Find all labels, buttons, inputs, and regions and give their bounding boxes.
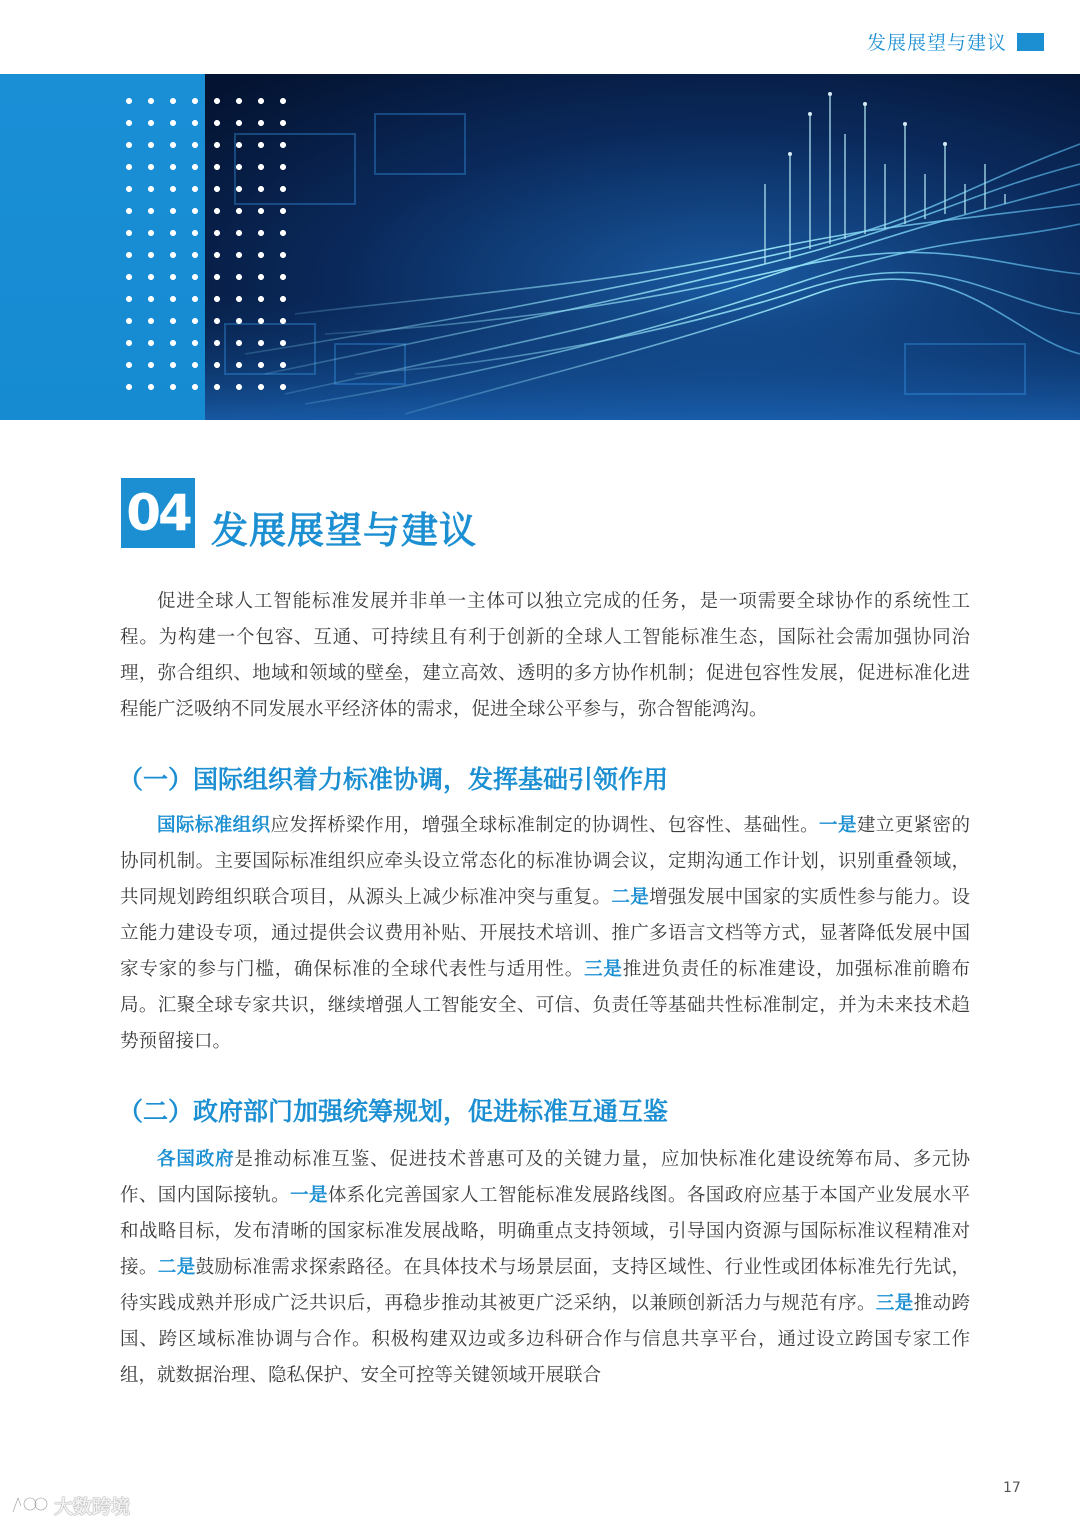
highlight-point-2: 二是 (157, 1257, 196, 1278)
text-run: 应发挥桥梁作用，增强全球标准制定的协调性、包容性、基础性。 (270, 815, 820, 836)
text-run: 体系化完善国家人工智能标准发展路线图。各国政府应基于本国产业发展水平和战略目标，发布清晰的国家标准发展战略，明确重点支持领域，引导国内资源与国际标准议程精准对接。 (120, 1185, 970, 1278)
highlight-point-1: 一是 (290, 1185, 328, 1206)
subsection-1-paragraph (120, 808, 970, 1060)
header-accent-bar (1017, 33, 1044, 51)
text-run: 鼓励标准需求探索路径。在具体技术与场景层面，支持区域性、行业性或团体标准先行先试，待实践成熟并形成广泛共识后，再稳步推动其被更广泛采纳，以兼顾创新活力与规范有序。 (120, 1257, 970, 1314)
highlight-point-2: 二是 (611, 887, 650, 908)
page-number: 17 (1003, 1480, 1021, 1496)
dot-grid-decoration (118, 90, 293, 390)
text-run: 推进负责任的标准建设，加强标准前瞻布局。汇聚全球专家共识，继续增强人工智能安全、可信、负责任等基础共性标准制定，并为未来技术趋势预留接口。 (120, 959, 970, 1052)
text-run: 增强发展中国家的实质性参与能力。设立能力建设专项，通过提供会议费用补贴、开展技术培训、推广多语言文档等方式，显著降低发展中国家专家的参与门槛，确保标准的全球代表性与适用性。 (120, 887, 970, 980)
text-run: 推动跨国、跨区域标准协调与合作。积极构建双边或多边科研合作与信息共享平台，通过设立跨国专家工作组，就数据治理、隐私保护、安全可控等关键领域开展联合 (120, 1293, 970, 1386)
section-title: 发展展望与建议 (211, 509, 477, 552)
watermark-text: 大数跨境 (54, 1495, 131, 1518)
running-header (867, 28, 1044, 55)
banner-image (0, 74, 1080, 420)
section-number-badge: 04 (121, 478, 195, 548)
subsection-heading-1: （一）国际组织着力标准协调，发挥基础引领作用 (118, 765, 669, 794)
highlight-point-3: 三是 (584, 959, 623, 980)
highlight-point-3: 三是 (875, 1293, 914, 1314)
watermark (10, 1489, 150, 1521)
text-run: 建立更紧密的协同机制。主要国际标准组织应牵头设立常态化的标准协调会议，定期沟通工作计划，识别重叠领域，共同规划跨组织联合项目，从源头上减少标准冲突与重复。 (120, 815, 970, 908)
highlight-point-1: 一是 (819, 815, 857, 836)
highlight-lead: 国际标准组织 (157, 815, 271, 836)
text-run: 是推动标准互鉴、促进技术普惠可及的关键力量，应加快标准化建设统筹布局、多元协作、国内国际接轨。 (120, 1149, 970, 1206)
running-header-title: 发展展望与建议 (866, 32, 1007, 54)
highlight-lead: 各国政府 (157, 1149, 235, 1170)
subsection-2-paragraph (120, 1142, 970, 1394)
intro-paragraph: 促进全球人工智能标准发展并非单一主体可以独立完成的任务，是一项需要全球协作的系统性工程。为构建一个包容、互通、可持续且有利于创新的全球人工智能标准生态，国际社会需加强协同治理，弥合组织、地域和领域的壁垒，建立高效、透明的多方协作机制；促进包容性发展，促进标准化进程能广泛吸纳不同发展水平经济体的需求，促进全球公平参与，弥合智能鸿沟。 (120, 591, 970, 720)
circuit-light-illustration (205, 74, 1080, 420)
subsection-heading-2: （二）政府部门加强统筹规划，促进标准互通互鉴 (118, 1097, 669, 1126)
watermark-logo-icon (10, 1494, 48, 1516)
